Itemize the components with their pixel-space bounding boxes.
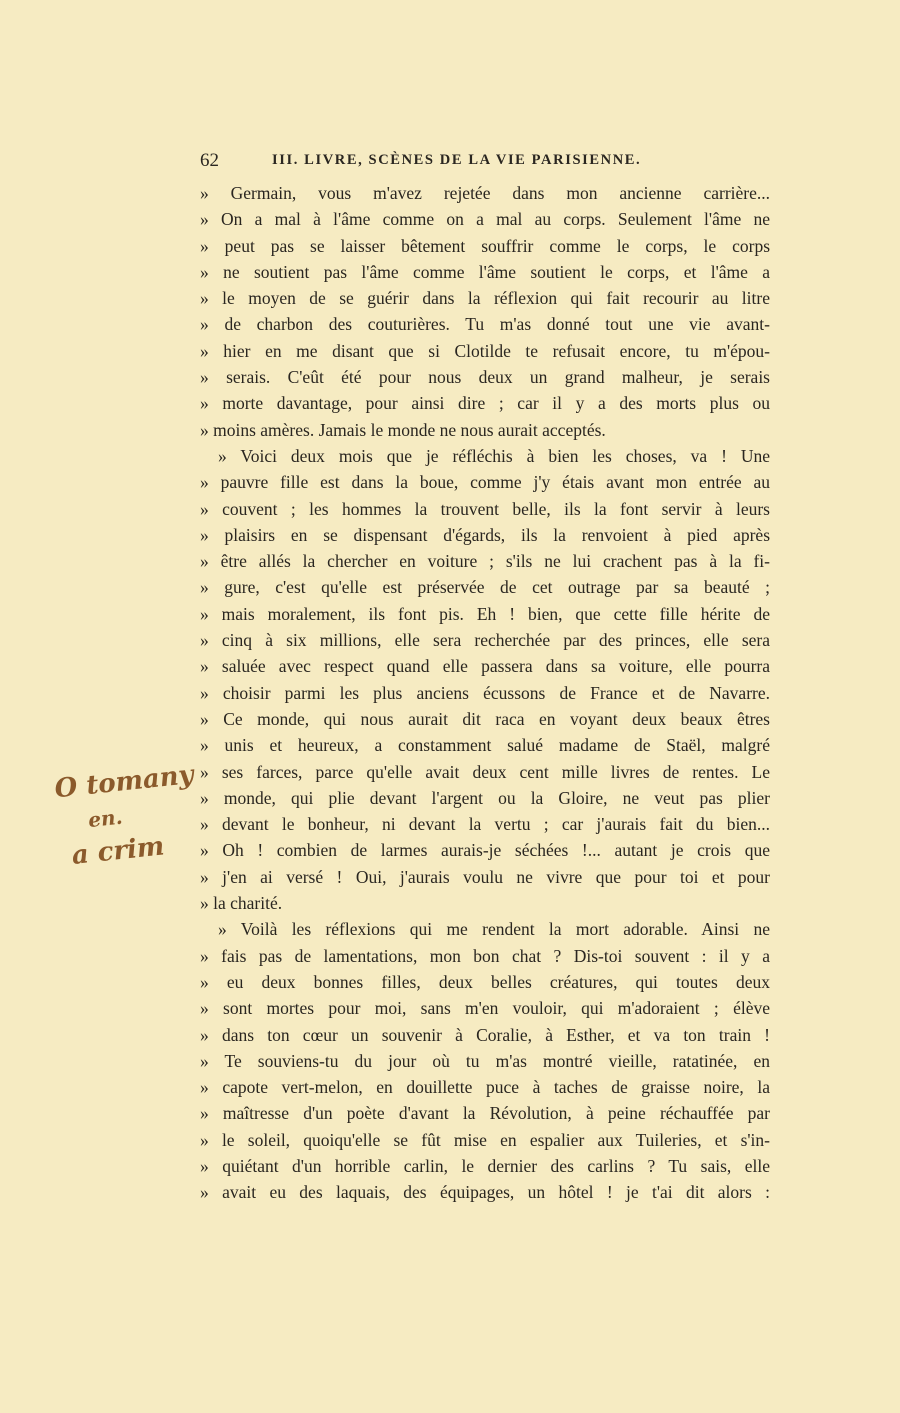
text-line: » le moyen de se guérir dans la réflexion qui fait recourir au litre	[200, 288, 770, 309]
handwritten-marginalia	[53, 758, 202, 874]
text-line: » gure, c'est qu'elle est préservée de cet outrage par sa beauté ;	[200, 577, 770, 598]
text-line: » maîtresse d'un poète d'avant la Révolution, à peine réchauffée par	[200, 1103, 770, 1124]
text-line: » fais pas de lamentations, mon bon chat ? Dis-toi souvent : il y a	[200, 945, 770, 966]
marginalia-line: en.	[86, 804, 124, 833]
text-line: » ne soutient pas l'âme comme l'âme soutient le corps, et l'âme a	[200, 261, 770, 282]
page-body-text	[200, 180, 770, 1206]
text-line: » moins amères. Jamais le monde ne nous aurait acceptés.	[200, 419, 606, 440]
text-line: » mais moralement, ils font pis. Eh ! bien, que cette fille hérite de	[200, 603, 770, 624]
page-number: 62	[200, 150, 219, 171]
text-line: » être allés la chercher en voiture ; s'ils ne lui crachent pas à la fi-	[200, 551, 770, 572]
text-line: » Ce monde, qui nous aurait dit raca en voyant deux beaux êtres	[200, 708, 770, 729]
text-line: » Voilà les réflexions qui me rendent la mort adorable. Ainsi ne	[218, 919, 770, 940]
text-line: » sont mortes pour moi, sans m'en vouloir, qui m'adoraient ; élève	[200, 998, 770, 1019]
text-line: » hier en me disant que si Clotilde te refusait encore, tu m'épou-	[200, 340, 770, 361]
text-line: » avait eu des laquais, des équipages, un hôtel ! je t'ai dit alors :	[200, 1182, 770, 1203]
text-line: » choisir parmi les plus anciens écussons de France et de Navarre.	[200, 682, 770, 703]
text-line: » la charité.	[200, 893, 283, 914]
text-line: » ses farces, parce qu'elle avait deux cent mille livres de rentes. Le	[200, 761, 770, 782]
text-line: » morte davantage, pour ainsi dire ; car il y a des morts plus ou	[200, 393, 770, 414]
text-line: » quiétant d'un horrible carlin, le dernier des carlins ? Tu sais, elle	[200, 1155, 770, 1176]
text-line: » j'en ai versé ! Oui, j'aurais voulu ne vivre que pour toi et pour	[200, 866, 770, 887]
text-line: » devant le bonheur, ni devant la vertu ; car j'aurais fait du bien...	[200, 814, 770, 835]
text-line: » de charbon des couturières. Tu m'as donné tout une vie avant-	[200, 314, 770, 335]
text-line: » capote vert-melon, en douillette puce à taches de graisse noire, la	[200, 1077, 770, 1098]
text-line: » pauvre fille est dans la boue, comme j'y étais avant mon entrée au	[200, 472, 770, 493]
text-line: » Oh ! combien de larmes aurais-je séchées !... autant je crois que	[200, 840, 770, 861]
text-line: » Germain, vous m'avez rejetée dans mon ancienne carrière...	[200, 183, 770, 203]
text-line: » cinq à six millions, elle sera recherchée par des princes, elle sera	[200, 630, 770, 651]
text-line: » peut pas se laisser bêtement souffrir comme le corps, le corps	[200, 235, 770, 256]
text-line: » plaisirs en se dispensant d'égards, ils la renvoient à pied après	[200, 524, 770, 545]
text-line: » serais. C'eût été pour nous deux un grand malheur, je serais	[200, 367, 770, 388]
text-line: » eu deux bonnes filles, deux belles créatures, qui toutes deux	[200, 971, 770, 992]
running-title: III. LIVRE, SCÈNES DE LA VIE PARISIENNE.	[272, 152, 642, 168]
text-line: » couvent ; les hommes la trouvent belle, ils la font servir à leurs	[200, 498, 770, 519]
text-line: » dans ton cœur un souvenir à Coralie, à Esther, et va ton train !	[200, 1024, 770, 1045]
text-line: » monde, qui plie devant l'argent ou la Gloire, ne veut pas plier	[200, 787, 770, 808]
marginalia-line: O tomany	[53, 759, 196, 805]
text-line: » saluée avec respect quand elle passera dans sa voiture, elle pourra	[200, 656, 770, 677]
running-header	[200, 150, 770, 172]
text-line: » le soleil, quoiqu'elle se fût mise en espalier aux Tuileries, et s'in-	[200, 1129, 770, 1150]
text-line: » unis et heureux, a constamment salué madame de Staël, malgré	[200, 735, 770, 756]
text-line: » On a mal à l'âme comme on a mal au corps. Seulement l'âme ne	[200, 209, 770, 230]
text-line: » Voici deux mois que je réfléchis à bien les choses, va ! Une	[218, 445, 770, 466]
text-line: » Te souviens-tu du jour où tu m'as montré vieille, ratatinée, en	[200, 1050, 770, 1071]
marginalia-line: a crim	[70, 831, 166, 871]
